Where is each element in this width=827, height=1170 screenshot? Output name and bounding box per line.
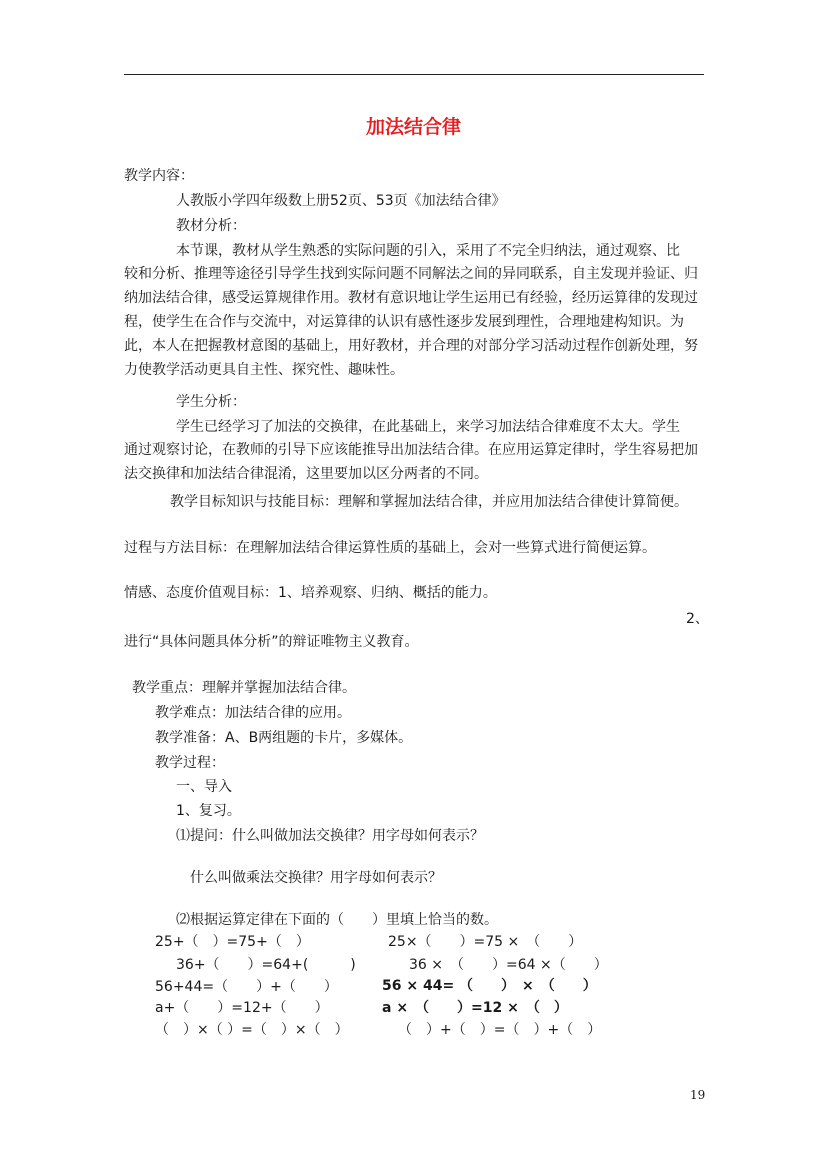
objective-process: 过程与方法目标：在理解加法结合律运算性质的基础上，会对一些算式进行简便运算。 xyxy=(124,540,656,556)
objective-emotion: 情感、态度价值观目标：1、培养观察、归纳、概括的能力。 xyxy=(124,585,497,601)
paragraph-material-first: 本节课，教材从学生熟悉的实际问题的引入，采用了不完全归纳法，通过观察、比 xyxy=(176,243,680,259)
exercise-left-4: a+（ ）=12+（ ） xyxy=(155,1000,329,1016)
exercise-instruction: ⑵根据运算定律在下面的（ ）里填上恰当的数。 xyxy=(176,912,498,928)
exercise-right-4: a × （ ）=12 × （ ） xyxy=(382,1000,568,1016)
exercise-left-1: 25+（ ）=75+（ ） xyxy=(155,934,310,950)
paragraph-student-first: 学生已经学习了加法的交换律，在此基础上，来学习加法结合律难度不太大。学生 xyxy=(176,419,680,435)
exercise-left-5: （ ）×（ ）=（ ）×（ ） xyxy=(155,1022,349,1038)
header-rule xyxy=(124,74,704,75)
heading-teaching-process: 教学过程： xyxy=(155,755,225,771)
page-title: 加法结合律 xyxy=(365,116,461,138)
exercise-left-2: 36+（ ）=64+( ) xyxy=(176,957,356,973)
heading-content: 教学内容： xyxy=(124,168,194,184)
page-number: 19 xyxy=(690,1088,706,1102)
exercise-left-3: 56+44=（ ）+（ ） xyxy=(155,979,338,995)
heading-student-analysis: 学生分析： xyxy=(176,394,246,410)
objective-knowledge: 教学目标知识与技能目标：理解和掌握加法结合律，并应用加法结合律使计算简便。 xyxy=(170,494,688,510)
teaching-preparation: 教学准备：A、B两组题的卡片，多媒体。 xyxy=(155,730,413,746)
section-intro: 一、导入 xyxy=(176,779,232,795)
key-point: 教学重点：理解并掌握加法结合律。 xyxy=(132,680,356,696)
paragraph-student-rest: 通过观察讨论，在教师的引导下应该能推导出加法结合律。在应用运算定律时，学生容易把加法交换律和加法结合律混淆，这里要加以区分两者的不同。 xyxy=(124,442,698,482)
heading-material-analysis: 教材分析： xyxy=(176,218,246,234)
exercise-right-1: 25×（ ）=75 × （ ） xyxy=(388,934,583,950)
exercise-right-5: （ ）+（ ）=（ ）+（ ） xyxy=(398,1022,602,1038)
exercise-right-2: 36 × （ ）=64 ×（ ） xyxy=(409,957,608,973)
subsection-review: 1、复习。 xyxy=(176,803,241,819)
question-mul-commutative: 什么叫做乘法交换律？用字母如何表示？ xyxy=(190,870,442,886)
objective-emotion-2-number: 2、 xyxy=(686,611,709,627)
difficult-point: 教学难点：加法结合律的应用。 xyxy=(155,705,351,721)
objective-emotion-2: 进行“具体问题具体分析”的辩证唯物主义教育。 xyxy=(124,634,419,650)
paragraph-material-rest: 较和分析、推理等途径引导学生找到实际问题不同解法之间的异同联系，自主发现并验证、归纳加法结合律，感受运算规律作用。教材有意识地让学生运用已有经验，经历运算律的发现过程，使学生在合作与交流中，对运算律的认识有感性逐步发展到理性，合理地建构知识。为此，本人在把握教材意图的基础上，用好教材，并合理的对部分学习活动过程作创新处理，努力使教学活动更具自主性、探究性、趣味性。 xyxy=(124,266,698,378)
exercise-right-3: 56 × 44= （ ） × （ ） xyxy=(382,978,597,994)
content-line: 人教版小学四年级数上册52页、53页《加法结合律》 xyxy=(176,193,506,209)
question-add-commutative: ⑴提问：什么叫做加法交换律？用字母如何表示？ xyxy=(176,828,484,844)
